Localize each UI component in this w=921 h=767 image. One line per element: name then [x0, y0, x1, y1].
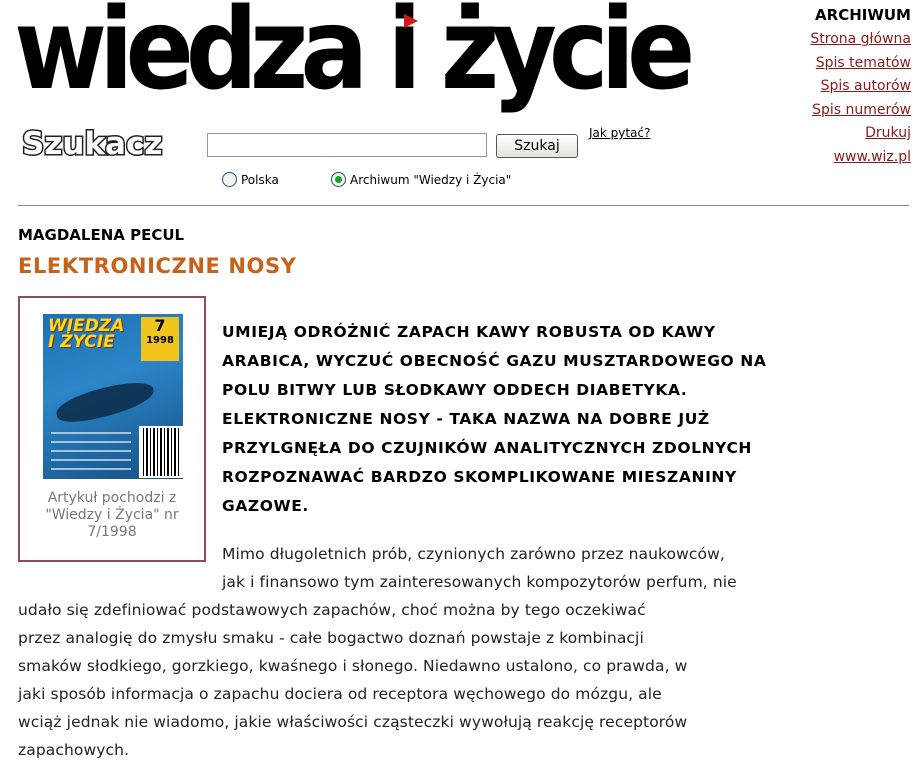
cover-issue-number: 7	[154, 316, 166, 335]
link-website[interactable]: www.wiz.pl	[833, 148, 911, 165]
cover-caption: Artykuł pochodzi z "Wiedzy i Życia" nr 7/1998	[45, 490, 179, 540]
magazine-cover-image[interactable]	[43, 314, 183, 479]
body-line: wciąż jednak nie wiadomo, jakie właściwości cząsteczki wywołują reakcję receptorów	[18, 713, 688, 731]
lead-line: ARABICA, WYCZUĆ OBECNOŚĆ GAZU MUSZTARDOWEGO NA	[222, 352, 767, 370]
article-author: MAGDALENA PECUL	[18, 226, 185, 244]
site-logo[interactable]: wiedza i życie	[14, 0, 688, 115]
radio-dot-icon	[335, 176, 342, 183]
search-logo: Szukacz	[22, 126, 163, 162]
body-line: przez analogię do zmysłu smaku - całe bogactwo doznań powstaje z kombinacji	[18, 629, 644, 647]
lead-line: GAZOWE.	[222, 497, 309, 515]
search-input[interactable]	[207, 133, 487, 157]
radio-button-icon[interactable]	[222, 172, 237, 187]
link-print[interactable]: Drukuj	[865, 125, 911, 141]
cover-barcode	[139, 426, 183, 478]
body-line: udało się zdefiniować podstawowych zapachów, choć można by tego oczekiwać	[18, 601, 646, 619]
link-authors[interactable]: Spis autorów	[820, 78, 911, 94]
radio-scope-polska[interactable]	[222, 172, 279, 187]
article-title: ELEKTRONICZNE NOSY	[18, 254, 297, 278]
link-issues[interactable]: Spis numerów	[812, 101, 911, 118]
link-home[interactable]: Strona główna	[810, 31, 911, 47]
body-line: Mimo długoletnich prób, czynionych zarówno przez naukowców,	[222, 545, 725, 563]
header-divider	[18, 205, 909, 206]
cover-illustration	[53, 376, 157, 427]
lead-line: PRZYLGNĘŁA DO CZUJNIKÓW ANALITYCZNYCH ZDOLNYCH	[222, 439, 752, 457]
cover-issue-badge	[141, 317, 179, 361]
archive-nav	[810, 6, 911, 169]
radio-label-archive: Archiwum "Wiedzy i Życia"	[350, 172, 512, 187]
article-lead	[222, 318, 902, 521]
archive-title: ARCHIWUM	[815, 6, 911, 24]
cover-issue-year: 1998	[146, 335, 174, 346]
body-line: smaków słodkiego, gorzkiego, kwaśnego i słonego. Niedawno ustalono, co prawda, w	[18, 657, 688, 675]
radio-button-selected-icon[interactable]	[331, 172, 346, 187]
lead-line: POLU BITWY LUB SŁODKAWY ODDECH DIABETYKA.	[222, 381, 688, 399]
lead-line: UMIEJĄ ODRÓŻNIĆ ZAPACH KAWY ROBUSTA OD KAWY	[222, 323, 716, 341]
body-line: zapachowych.	[18, 741, 130, 759]
search-help-link[interactable]: Jak pytać?	[589, 126, 651, 140]
body-line: jaki sposób informacja o zapachu dociera od receptora węchowego do mózgu, ale	[18, 685, 662, 703]
radio-scope-archive[interactable]	[331, 172, 511, 187]
lead-line: ROZPOZNAWAĆ BARDZO SKOMPLIKOWANE MIESZANINY	[222, 468, 737, 486]
link-topics[interactable]: Spis tematów	[815, 54, 911, 71]
cover-box	[18, 296, 206, 562]
lead-line: ELEKTRONICZNE NOSY - TAKA NAZWA NA DOBRE JUŻ	[222, 410, 710, 428]
cover-magazine-title: WIEDZA I ŻYCIE	[48, 316, 125, 352]
body-line: jak i finansowo tym zainteresowanych kompozytorów perfum, nie	[222, 573, 737, 591]
radio-label-polska: Polska	[241, 172, 279, 187]
logo-accent-mark	[404, 14, 418, 28]
search-button[interactable]: Szukaj	[496, 134, 578, 158]
cover-headlines	[51, 432, 131, 470]
